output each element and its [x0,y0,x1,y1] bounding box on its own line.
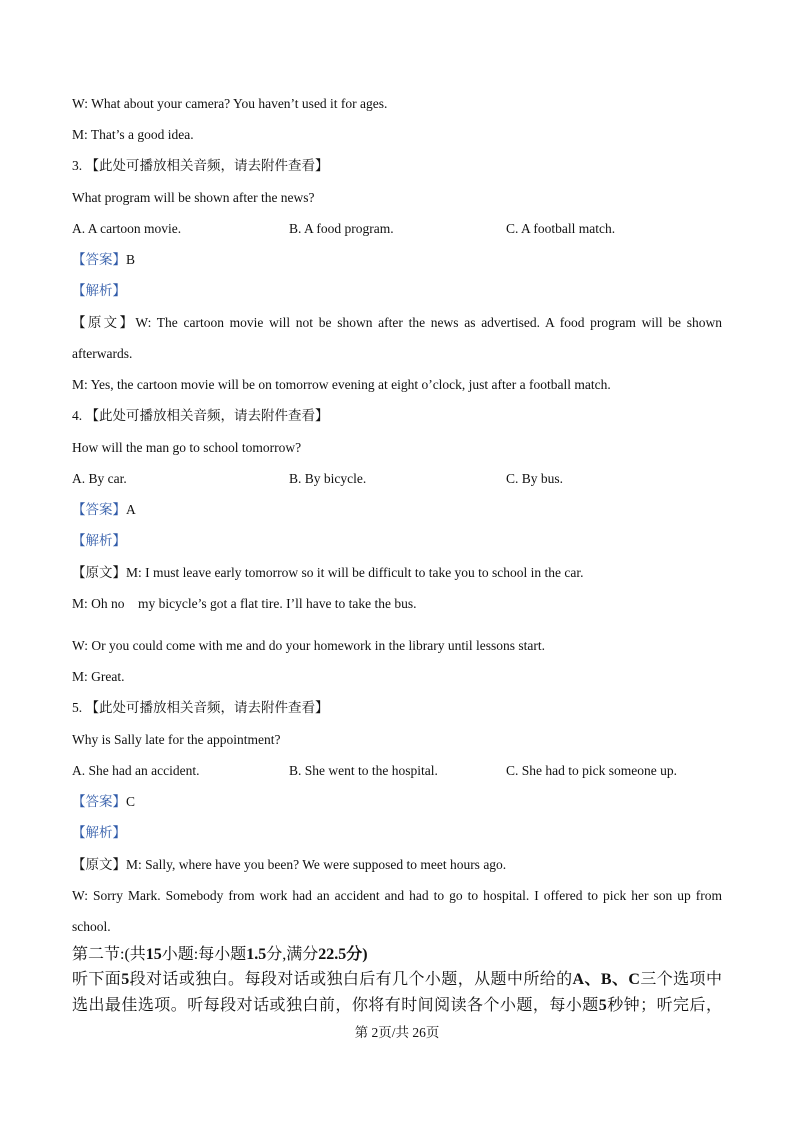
transcript-line [72,856,506,874]
dialogue-line: M: That’s a good idea. [72,127,194,142]
instruction-text: 秒钟；听完后， [606,997,722,1014]
instruction-options: A、B、C [572,971,640,988]
section-title-part: 分) [346,946,368,963]
answer-tag: 【答案】 [72,794,126,809]
analysis-tag: 【解析】 [72,283,126,298]
transcript-text: M: Sally, where have you been? We were supposed to meet hours ago. [126,857,507,872]
question-5-text: Why is Sally late for the appointment? [72,732,281,747]
option-b: B. She went to the hospital. [289,763,438,778]
audio-note: 【此处可播放相关音频，请去附件查看】 [85,700,329,715]
question-number: 4. [72,408,83,423]
answer-tag: 【答案】 [72,502,126,517]
instruction-text: 三个选项中 [639,971,722,988]
instruction-number: 5 [121,971,130,988]
total-points: 22.5 [318,946,347,963]
analysis-tag: 【解析】 [72,825,126,840]
option-a: A. She had an accident. [72,763,200,778]
instruction-text: 段对话或独白。每段对话或独白后有几个小题，从题中所给的 [129,971,573,988]
answer-line [72,501,136,519]
instruction-text: 听下面 [72,971,122,988]
transcript-line: W: Sorry Mark. Somebody from work had an accident and had to go to hospital. I offered to pick her son up from [72,888,722,903]
transcript-line [72,564,584,582]
transcript-line: M: Yes, the cartoon movie will be on tomorrow evening at eight o’clock, just after a football match. [72,377,611,392]
instruction-text: 选出最佳选项。听每段对话或独白前，你将有时间阅读各个小题，每小题 [72,997,599,1014]
audio-note: 【此处可播放相关音频，请去附件查看】 [85,158,329,173]
audio-note: 【此处可播放相关音频，请去附件查看】 [85,408,329,423]
question-5-header [72,699,329,717]
transcript-line: M: Great. [72,669,125,684]
section-2-instructions-line [72,996,722,1016]
section-title-part: 分,满分 [266,946,319,963]
option-a: A. By car. [72,471,127,486]
transcript-line: afterwards. [72,346,133,361]
option-c: C. By bus. [506,471,564,486]
page-footer: 第 2页/共 26页 [354,1025,440,1040]
option-b: B. A food program. [289,221,394,236]
question-4-header [72,407,329,425]
question-4-text: How will the man go to school tomorrow? [72,440,302,455]
section-title-part: 第二节:(共 [72,946,146,963]
answer-line [72,793,135,811]
question-number: 5. [72,700,83,715]
transcript-line: W: Or you could come with me and do your homework in the library until lessons start. [72,638,546,653]
points-each: 1.5 [246,946,267,963]
section-title-part: 小题:每小题 [161,946,247,963]
question-3-text: What program will be shown after the news? [72,190,315,205]
section-2-instructions-line [72,970,722,990]
question-count: 15 [145,946,162,963]
transcript-text: W: The cartoon movie will not be shown after the news as advertised. A food program will be shown [135,315,722,330]
analysis-tag: 【解析】 [72,533,126,548]
transcript-line [72,314,722,332]
option-c: C. She had to pick someone up. [506,763,677,778]
option-b: B. By bicycle. [289,471,367,486]
answer-value: A [126,502,136,517]
question-3-header [72,157,329,175]
option-c: C. A football match. [506,221,616,236]
transcript-line: school. [72,919,111,934]
question-number: 3. [72,158,83,173]
answer-value: B [126,252,136,267]
transcript-line: M: Oh no my bicycle’s got a flat tire. I’ll have to take the bus. [72,596,417,611]
answer-tag: 【答案】 [72,252,126,267]
transcript-tag: 【原文】 [72,315,136,330]
section-2-title [72,945,368,965]
dialogue-line: W: What about your camera? You haven’t used it for ages. [72,96,388,111]
transcript-tag: 【原文】 [72,565,126,580]
answer-value: C [126,794,136,809]
transcript-text: M: I must leave early tomorrow so it will be difficult to take you to school in the car. [126,565,584,580]
transcript-tag: 【原文】 [72,857,126,872]
instruction-number: 5 [598,997,607,1014]
answer-line [72,251,135,269]
option-a: A. A cartoon movie. [72,221,182,236]
